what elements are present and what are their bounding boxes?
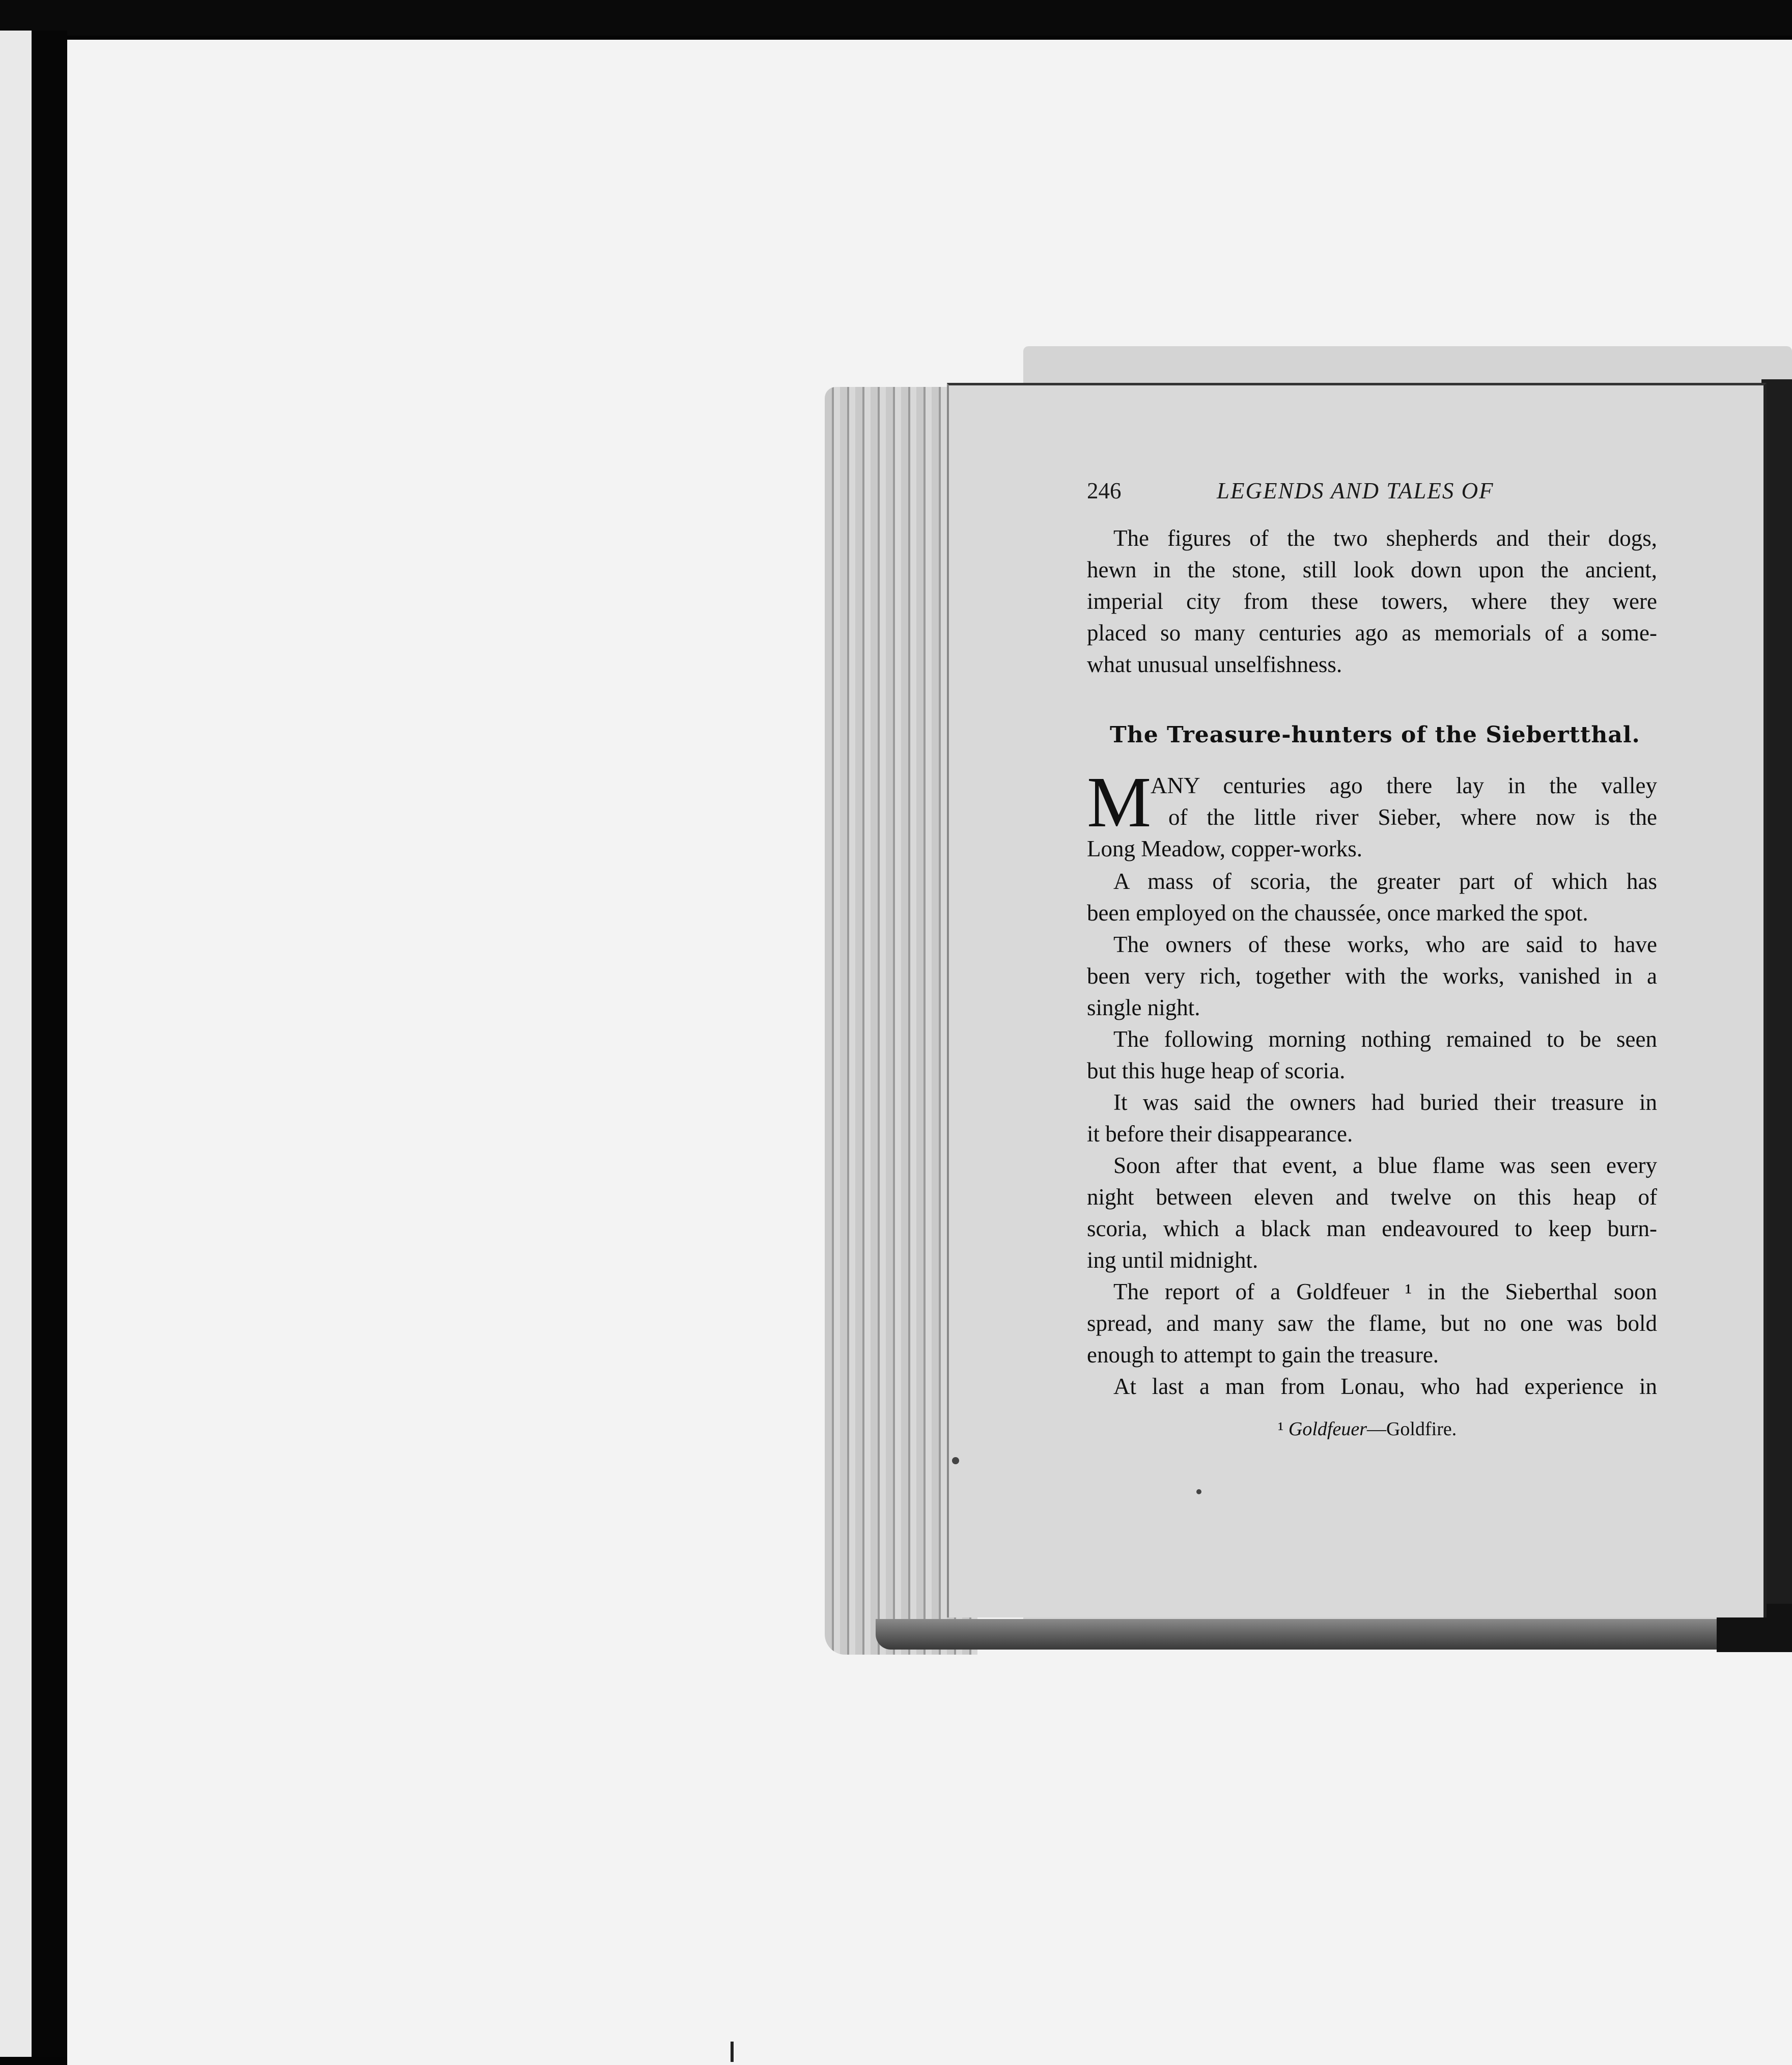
text-line: It was said the owners had buried their treasure in xyxy=(1113,1090,1657,1115)
text-line: A mass of scoria, the greater part of which has xyxy=(1113,869,1657,894)
text-line: The owners of these works, who are said to have xyxy=(1113,932,1657,957)
text-line: ANY centuries ago there lay in the valley xyxy=(1151,773,1657,798)
page-speck xyxy=(952,1457,959,1464)
text-line: The report of a Goldfeuer ¹ in the Sieberthal soon xyxy=(1113,1279,1657,1304)
footnote xyxy=(1278,1418,1457,1440)
page-speck xyxy=(1196,1489,1201,1494)
text-line: enough to attempt to gain the treasure. xyxy=(1087,1342,1439,1368)
text-line: what unusual unselfishness. xyxy=(1087,652,1342,677)
text-line: placed so many centuries ago as memorials of a some- xyxy=(1087,620,1657,646)
running-header xyxy=(1087,478,1662,508)
text-line: At last a man from Lonau, who had experience in xyxy=(1113,1374,1657,1399)
text-line: imperial city from these towers, where they were xyxy=(1087,589,1657,614)
footnote-definition: —Goldfire. xyxy=(1366,1418,1457,1440)
text-line: Soon after that event, a blue flame was seen every xyxy=(1113,1153,1657,1178)
text-line: but this huge heap of scoria. xyxy=(1087,1058,1346,1083)
drop-cap: M xyxy=(1087,762,1152,842)
text-line: spread, and many saw the flame, but no one was bold xyxy=(1087,1310,1657,1336)
text-line: it before their disappearance. xyxy=(1087,1121,1353,1147)
book-bottom-edge xyxy=(876,1619,1792,1650)
text-line: of the little river Sieber, where now is the xyxy=(1168,804,1657,830)
text-line: been employed on the chaussée, once marked the spot. xyxy=(1087,900,1588,926)
footnote-marker: ¹ xyxy=(1278,1418,1284,1440)
text-line: Long Meadow, copper-works. xyxy=(1087,836,1363,861)
film-border-top xyxy=(0,0,1792,36)
page-number: 246 xyxy=(1087,478,1122,504)
running-title: LEGENDS AND TALES OF xyxy=(1217,478,1494,504)
section-title: The Treasure-hunters of the Siebertthal. xyxy=(1110,722,1640,748)
text-line: The following morning nothing remained to be seen xyxy=(1113,1026,1657,1052)
text-line: single night. xyxy=(1087,995,1200,1020)
film-border-left xyxy=(32,31,67,2057)
text-line: ing until midnight. xyxy=(1087,1247,1258,1273)
text-line: hewn in the stone, still look down upon the ancient, xyxy=(1087,557,1657,582)
footnote-term: Goldfeuer xyxy=(1288,1418,1367,1440)
adjacent-frame-strip xyxy=(0,31,32,2057)
text-line: been very rich, together with the works, vanished in a xyxy=(1087,963,1657,989)
film-notch xyxy=(731,2042,734,2062)
text-line: scoria, which a black man endeavoured to keep burn- xyxy=(1087,1216,1657,1241)
text-line: The figures of the two shepherds and their dogs, xyxy=(1113,525,1657,551)
text-line: night between eleven and twelve on this heap of xyxy=(1087,1184,1657,1210)
